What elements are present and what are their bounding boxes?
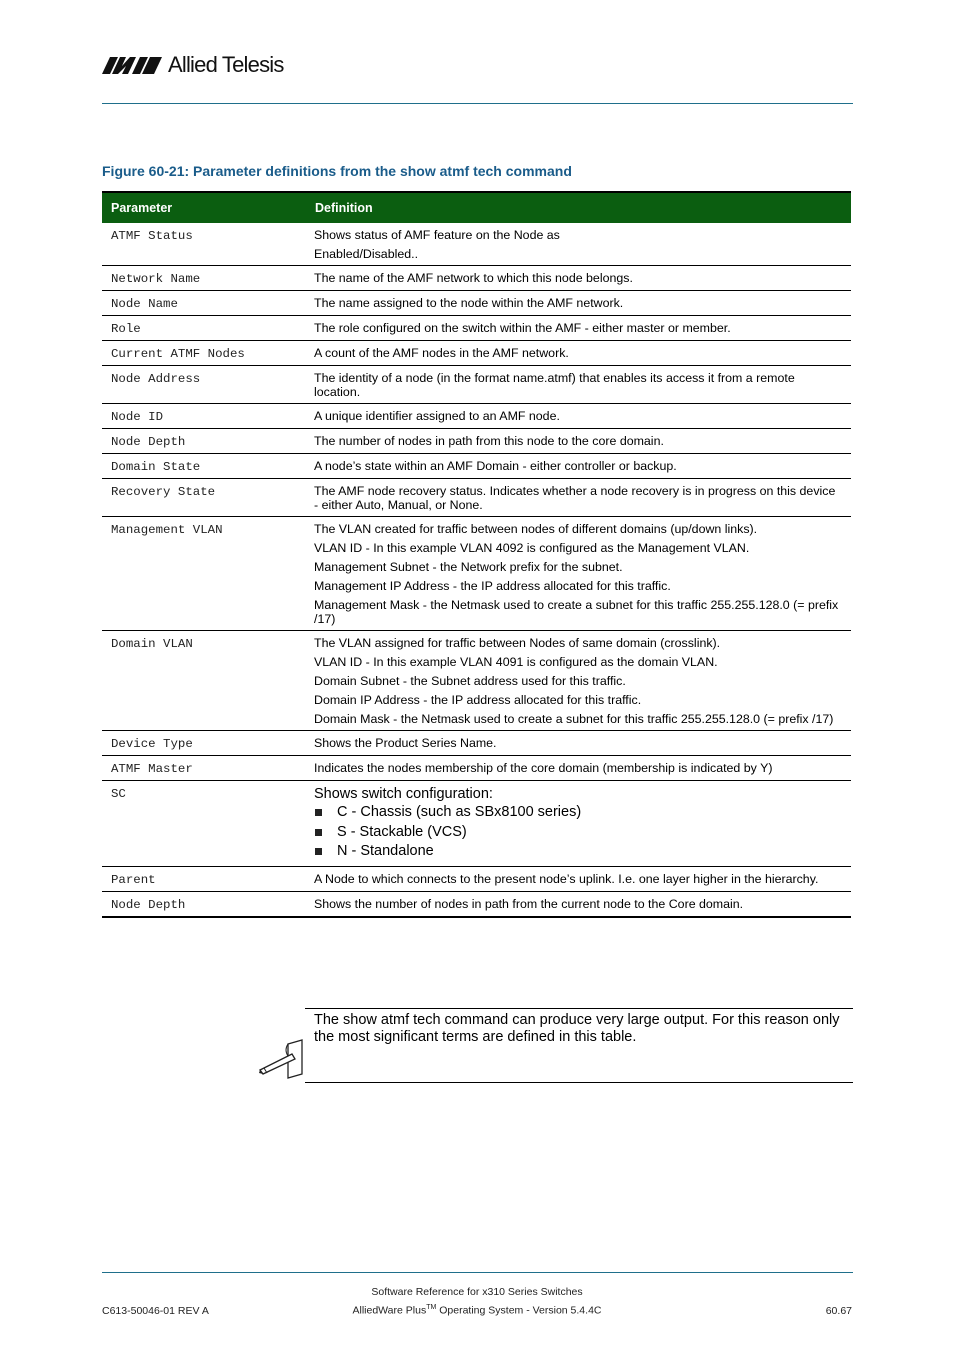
table-header-row: [102, 192, 851, 223]
parameter-cell: Node Depth: [102, 891, 305, 917]
square-bullet-icon: [315, 848, 322, 855]
footer-doc-title: Software Reference for x310 Series Switches: [371, 1286, 583, 1298]
definition-cell: [305, 756, 851, 781]
table-row: [102, 429, 851, 454]
parameter-cell: Parent: [102, 866, 305, 891]
definition-cell: [305, 479, 851, 517]
table-row: [102, 731, 851, 756]
definition-line: Shows the Product Series Name.: [314, 736, 497, 750]
table-row: [102, 756, 851, 781]
definition-line: A Node to which connects to the present node’s uplink. I.e. one layer higher in the hierarchy.: [314, 871, 819, 886]
bullet-text: N - Standalone: [337, 843, 434, 859]
definition-cell: [305, 429, 851, 454]
definition-line: Management Mask - the Netmask used to create a subnet for this traffic 255.255.128.0 (= prefix /17): [314, 598, 839, 626]
parameter-cell: Current ATMF Nodes: [102, 341, 305, 366]
table-row: [102, 479, 851, 517]
table-row: [102, 223, 851, 266]
pencil-note-icon: [258, 1036, 306, 1085]
definition-cell: [305, 731, 851, 756]
parameter-cell: Network Name: [102, 266, 305, 291]
definition-cell: [305, 316, 851, 341]
definition-cell: [305, 291, 851, 316]
header-definition: Definition: [305, 192, 851, 223]
definition-intro: Shows switch configuration:: [314, 786, 493, 802]
footer-doc-id: C613-50046-01 REV A: [102, 1305, 209, 1317]
definition-line: Management Subnet - the Network prefix for the subnet.: [314, 560, 623, 574]
definition-cell: [305, 454, 851, 479]
table-row: [102, 341, 851, 366]
parameter-cell: Role: [102, 316, 305, 341]
bullet-text: S - Stackable (VCS): [337, 823, 467, 840]
bullet-item: [314, 803, 842, 823]
definition-line: Enabled/Disabled..: [314, 247, 419, 261]
bullet-item: [314, 842, 842, 862]
definition-line: Shows status of AMF feature on the Node as: [314, 228, 560, 242]
parameter-cell: Node Name: [102, 291, 305, 316]
square-bullet-icon: [315, 809, 322, 816]
definition-cell: [305, 891, 851, 917]
definition-cell: [305, 866, 851, 891]
parameter-cell: Device Type: [102, 731, 305, 756]
figure-title: Figure 60-21: Parameter definitions from the show atmf tech command: [102, 163, 572, 179]
header-rule: [102, 103, 853, 104]
table-row: [102, 366, 851, 404]
definition-line: The name assigned to the node within the AMF network.: [314, 296, 624, 310]
bullet-item: [314, 823, 842, 843]
table-row: [102, 517, 851, 631]
footer-os-version: [0, 1304, 954, 1317]
table-row: [102, 316, 851, 341]
table-row: [102, 266, 851, 291]
parameter-cell: Domain VLAN: [102, 631, 305, 731]
logo-mark-icon: [102, 54, 164, 76]
table-row: [102, 291, 851, 316]
square-bullet-icon: [315, 829, 322, 836]
parameter-cell: Node ID: [102, 404, 305, 429]
parameter-cell: Domain State: [102, 454, 305, 479]
definition-cell: [305, 517, 851, 631]
definition-line: The VLAN created for traffic between nodes of different domains (up/down links).: [314, 522, 758, 536]
footer-os-suffix: Operating System - Version 5.4.4C: [436, 1304, 602, 1317]
definition-line: A count of the AMF nodes in the AMF network.: [314, 346, 569, 360]
parameter-definitions-table: [102, 191, 851, 918]
definition-line: The number of nodes in path from this node to the core domain.: [314, 434, 664, 448]
table-row: [102, 404, 851, 429]
definition-cell: [305, 366, 851, 404]
definition-line: Domain Subnet - the Subnet address used for this traffic.: [314, 674, 626, 688]
table-row: [102, 631, 851, 731]
footer-rule: [102, 1272, 853, 1273]
note-bottom-rule: [305, 1082, 853, 1083]
definition-cell: [305, 341, 851, 366]
parameter-cell: Management VLAN: [102, 517, 305, 631]
footer-os-name: AlliedWare Plus: [352, 1304, 427, 1317]
definition-cell: [305, 404, 851, 429]
allied-telesis-logo: [102, 52, 284, 78]
definition-line: Domain Mask - the Netmask used to create a subnet for this traffic 255.255.128.0 (= prefix /17): [314, 712, 834, 726]
logo-text: Allied Telesis: [168, 52, 284, 77]
table-row: [102, 454, 851, 479]
footer-page-number: 60.67: [825, 1305, 852, 1317]
definition-line: The AMF node recovery status. Indicates whether a node recovery is in progress on this device - either Auto, Manual, or None.: [314, 484, 836, 512]
parameter-cell: Node Address: [102, 366, 305, 404]
definition-line: VLAN ID - In this example VLAN 4092 is configured as the Management VLAN.: [314, 541, 750, 555]
definition-line: The identity of a node (in the format name.atmf) that enables its access it from a remote location.: [314, 371, 795, 399]
parameter-cell: Node Depth: [102, 429, 305, 454]
definition-line: A node’s state within an AMF Domain - either controller or backup.: [314, 459, 677, 473]
parameter-cell: ATMF Status: [102, 223, 305, 266]
definition-line: Domain IP Address - the IP address allocated for this traffic.: [314, 693, 642, 707]
definition-line: Indicates the nodes membership of the core domain (membership is indicated by Y): [314, 761, 773, 775]
footer-tm: TM: [426, 1304, 437, 1311]
definition-line: The VLAN assigned for traffic between Nodes of same domain (crosslink).: [314, 636, 721, 650]
parameter-cell: ATMF Master: [102, 756, 305, 781]
definition-cell: [305, 781, 851, 867]
parameter-cell: SC: [102, 781, 305, 867]
table-row: [102, 891, 851, 917]
definition-cell: [305, 266, 851, 291]
bullet-text: C - Chassis (such as SBx8100 series): [337, 804, 582, 820]
parameter-cell: Recovery State: [102, 479, 305, 517]
header-parameter: Parameter: [102, 192, 305, 223]
definition-line: The name of the AMF network to which this node belongs.: [314, 271, 633, 285]
definition-line: The role configured on the switch within the AMF - either master or member.: [314, 321, 731, 335]
definition-line: VLAN ID - In this example VLAN 4091 is configured as the domain VLAN.: [314, 655, 718, 669]
definition-line: Shows the number of nodes in path from the current node to the Core domain.: [314, 896, 744, 911]
definition-line: A unique identifier assigned to an AMF node.: [314, 409, 560, 423]
definition-cell: [305, 223, 851, 266]
definition-cell: [305, 631, 851, 731]
note-text: The show atmf tech command can produce very large output. For this reason only the most significant terms are defined in this table.: [314, 1012, 840, 1045]
note-top-rule: [305, 1008, 853, 1009]
table-row: [102, 781, 851, 867]
table-row: [102, 866, 851, 891]
definition-line: Management IP Address - the IP address allocated for this traffic.: [314, 579, 671, 593]
